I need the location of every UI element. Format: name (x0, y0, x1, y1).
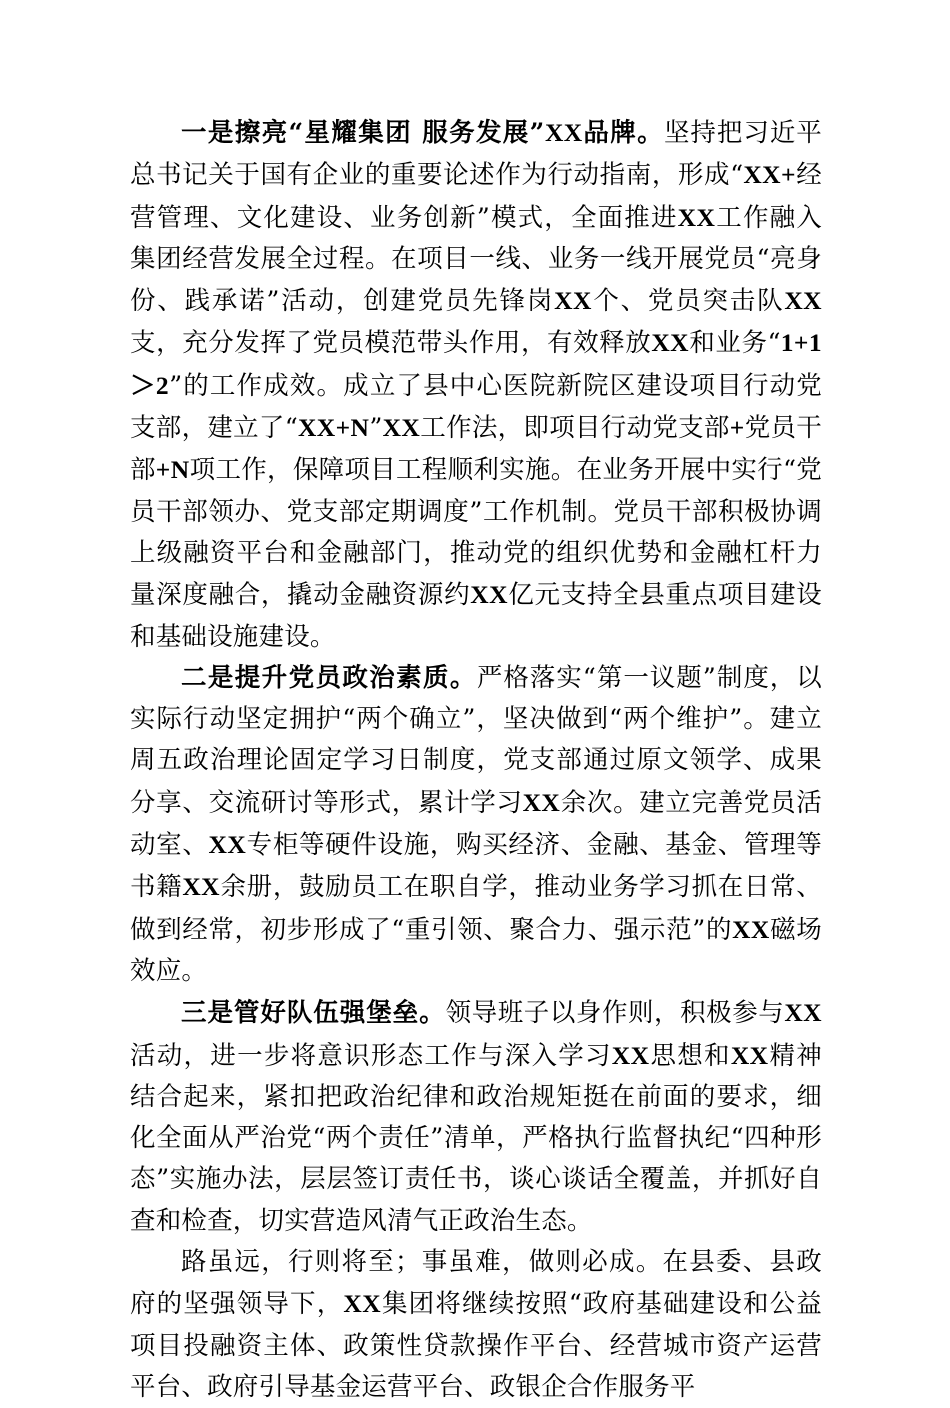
latin-run: XX (611, 1040, 650, 1070)
paragraph-3-body: 领导班子以身作则，积极参与XX活动，进一步将意识形态工作与深入学习XX思想和XX精神结合起来，紧扣把政治纪律和政治规矩挺在前面的要求，细化全面从严治党“两个责任”清单，严格执行监督执纪“四种形态”实施办法，层层签订责任书，谈心谈话全覆盖，并抓好自查和检查，切实营造风清气正政治生态。 (130, 998, 822, 1236)
latin-run: XX+N (297, 413, 370, 443)
latin-run: XX (730, 1040, 769, 1070)
latin-run: XX (470, 580, 508, 610)
paragraph-2-body: 严格落实“第一议题”制度，以实际行动坚定拥护“两个确立”，坚决做到“两个维护”。建立周五政治理论固定学习日制度，党支部通过原文领学、成果分享、交流研讨等形式，累计学习XX余次。建立完善党员活动室、XX专柜等硬件设施，购买经济、金融、基金、管理等书籍XX余册，鼓励员工在职自学，推动业务学习抓在日常、做到经常，初步形成了“重引领、聚合力、强示范”的XX磁场效应。 (130, 662, 823, 986)
latin-run: XX (677, 202, 716, 232)
paragraph-2 (130, 658, 822, 992)
latin-run: XX (784, 998, 822, 1028)
latin-run: XX (651, 328, 689, 358)
latin-run: XX (732, 914, 770, 944)
latin-run: XX (554, 286, 592, 316)
latin-run: XX (343, 1289, 382, 1319)
latin-run: 1+1＞2 (130, 328, 822, 400)
latin-run: + (729, 413, 745, 443)
latin-run: XX (784, 286, 822, 316)
paragraph-1-body: 坚持把习近平总书记关于国有企业的重要论述作为行动指南，形成“XX+经营管理、文化建设、业务创新”模式，全面推进XX工作融入集团经营发展全过程。在项目一线、业务一线开展党员“亮身份、践承诺”活动，创建党员先锋岗XX个、党员突击队XX支，充分发挥了党员模范带头作用，有效释放XX和业务“1+1＞2”的工作成效。成立了县中心医院新院区建设项目行动党支部，建立了“XX+N”XX工作法，即项目行动党支部+党员干部+N项工作，保障项目工程顺利实施。在业务开展中实行“党员干部领办、党支部定期调度”工作机制。党员干部积极协调上级融资平台和金融部门，推动党的组织优势和金融杠杆力量深度融合，撬动金融资源约XX亿元支持全县重点项目建设和基础设施建设。 (130, 118, 823, 652)
latin-run: XX+ (743, 160, 796, 190)
latin-run: XX (182, 872, 220, 902)
paragraph-3-lead: 三是管好队伍强堡垒。 (181, 998, 446, 1029)
paragraph-4-body: 路虽远，行则将至；事虽难，做则必成。在县委、县政府的坚强领导下，XX集团将继续按照“政府基础建设和公益项目投融资主体、政策性贷款操作平台、经营城市资产运营平台、政府引导基金运营平台、政银企合作服务平 (130, 1247, 823, 1402)
latin-run: XX (382, 413, 421, 443)
latin-run: +N (155, 455, 190, 485)
latin-run: XX (522, 787, 561, 817)
document-body (130, 112, 822, 1408)
latin-run: XX (208, 830, 247, 860)
paragraph-3 (130, 992, 822, 1242)
paragraph-2-lead: 二是提升党员政治素质。 (181, 662, 477, 693)
paragraph-1-lead: 一是擦亮“星耀集团 服务发展”XX品牌。 (181, 118, 664, 148)
latin-run: XX (544, 118, 583, 147)
paragraph-4 (130, 1242, 822, 1408)
paragraph-1 (130, 112, 822, 658)
